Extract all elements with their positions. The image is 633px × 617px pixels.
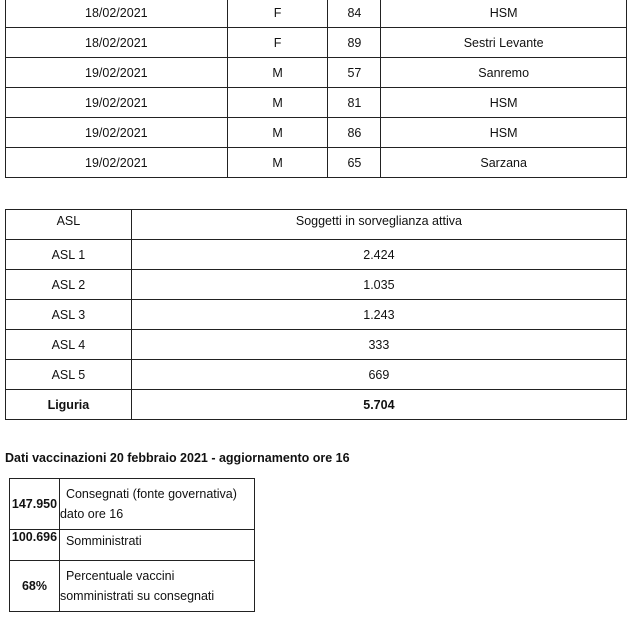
table-row bbox=[10, 561, 255, 612]
table-row bbox=[6, 240, 627, 270]
table-row bbox=[6, 148, 627, 178]
date-cell: 18/02/2021 bbox=[6, 0, 228, 28]
age-cell: 65 bbox=[328, 148, 381, 178]
asl-cell: ASL 5 bbox=[6, 360, 132, 390]
table-row bbox=[6, 58, 627, 88]
age-cell: 84 bbox=[328, 0, 381, 28]
sex-cell: M bbox=[227, 148, 328, 178]
asl-cell: ASL 1 bbox=[6, 240, 132, 270]
date-cell: 19/02/2021 bbox=[6, 58, 228, 88]
age-cell: 57 bbox=[328, 58, 381, 88]
label-line: Somministrati bbox=[65, 534, 142, 548]
vaccinations-heading: Dati vaccinazioni 20 febbraio 2021 - aggiornamento ore 16 bbox=[5, 451, 350, 465]
asl-header: ASL bbox=[6, 210, 132, 240]
sex-cell: F bbox=[227, 28, 328, 58]
value-cell: 333 bbox=[131, 330, 626, 360]
label-line: Consegnati (fonte governativa) bbox=[65, 487, 237, 501]
table-row bbox=[6, 300, 627, 330]
asl-surveillance-table bbox=[5, 209, 627, 420]
table-row bbox=[6, 28, 627, 58]
delivered-label bbox=[59, 479, 254, 530]
age-cell: 86 bbox=[328, 118, 381, 148]
percentage-label bbox=[59, 561, 254, 612]
total-row bbox=[6, 390, 627, 420]
place-cell: Sanremo bbox=[381, 58, 627, 88]
table-row bbox=[6, 118, 627, 148]
total-value: 5.704 bbox=[131, 390, 626, 420]
asl-cell: ASL 4 bbox=[6, 330, 132, 360]
place-cell: HSM bbox=[381, 0, 627, 28]
value-cell: 669 bbox=[131, 360, 626, 390]
sex-cell: M bbox=[227, 88, 328, 118]
total-label: Liguria bbox=[6, 390, 132, 420]
value-cell: 2.424 bbox=[131, 240, 626, 270]
label-line: somministrati su consegnati bbox=[59, 589, 215, 603]
deaths-table bbox=[5, 0, 627, 178]
date-cell: 19/02/2021 bbox=[6, 118, 228, 148]
sex-cell: M bbox=[227, 118, 328, 148]
date-cell: 19/02/2021 bbox=[6, 148, 228, 178]
label-line: Percentuale vaccini bbox=[65, 569, 175, 583]
value-cell: 1.035 bbox=[131, 270, 626, 300]
surveillance-header: Soggetti in sorveglianza attiva bbox=[131, 210, 626, 240]
administered-label bbox=[59, 530, 254, 561]
date-cell: 18/02/2021 bbox=[6, 28, 228, 58]
administered-value: 100.696 bbox=[10, 530, 60, 561]
place-cell: Sarzana bbox=[381, 148, 627, 178]
table-row bbox=[6, 270, 627, 300]
value-cell: 1.243 bbox=[131, 300, 626, 330]
table-row bbox=[6, 0, 627, 28]
table-row bbox=[6, 360, 627, 390]
delivered-value: 147.950 bbox=[10, 479, 60, 530]
place-cell: HSM bbox=[381, 118, 627, 148]
sex-cell: F bbox=[227, 0, 328, 28]
table-row bbox=[10, 530, 255, 561]
place-cell: HSM bbox=[381, 88, 627, 118]
age-cell: 81 bbox=[328, 88, 381, 118]
table-header-row bbox=[6, 210, 627, 240]
asl-cell: ASL 2 bbox=[6, 270, 132, 300]
sex-cell: M bbox=[227, 58, 328, 88]
age-cell: 89 bbox=[328, 28, 381, 58]
table-row bbox=[6, 88, 627, 118]
place-cell: Sestri Levante bbox=[381, 28, 627, 58]
table-row bbox=[6, 330, 627, 360]
table-row bbox=[10, 479, 255, 530]
asl-cell: ASL 3 bbox=[6, 300, 132, 330]
label-line: dato ore 16 bbox=[59, 507, 124, 521]
vaccinations-table bbox=[9, 478, 255, 612]
date-cell: 19/02/2021 bbox=[6, 88, 228, 118]
percentage-value: 68% bbox=[10, 561, 60, 612]
